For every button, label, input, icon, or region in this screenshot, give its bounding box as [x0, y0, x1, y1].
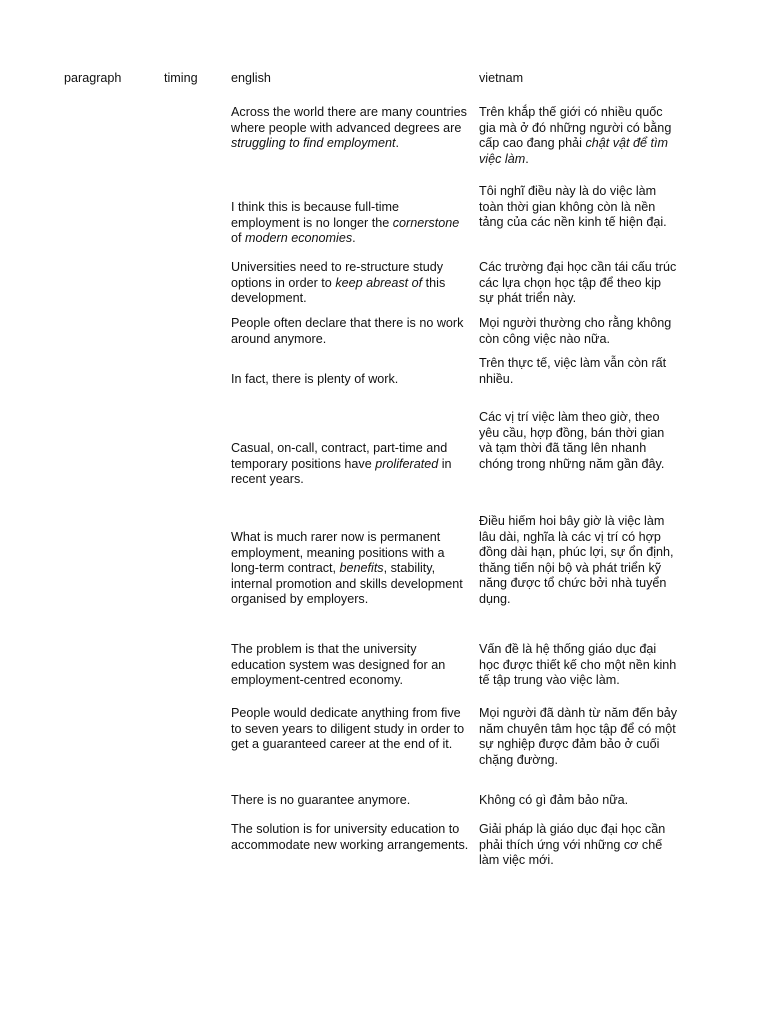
english-cell: The problem is that the university education system was designed for an employment-centred economy. [231, 642, 446, 687]
english-cell: What is much rarer now is permanent employment, meaning positions with a long-term contract, benefits, stability, internal promotion and skills development organised by employers. [231, 530, 463, 606]
header-vietnam: vietnam [479, 71, 524, 85]
vietnamese-cell: Điều hiếm hoi bây giờ là việc làm lâu dài, nghĩa là các vị trí có hợp đồng dài hạn, phúc lợi, sự ổn định, thăng tiến nội bộ và phát triển kỹ năng được tổ chức bởi nhà tuyển dụng. [479, 514, 674, 606]
english-cell: Universities need to re-structure study options in order to keep abreast of this development. [231, 260, 446, 305]
english-cell: The solution is for university education to accommodate new working arrangements. [231, 822, 469, 852]
english-cell: Casual, on-call, contract, part-time and temporary positions have proliferated in recent years. [231, 441, 452, 486]
english-cell: Across the world there are many countries where people with advanced degrees are struggling to find employment. [231, 105, 467, 150]
english-cell: People would dedicate anything from five to seven years to diligent study in order to get a guaranteed career at the end of it. [231, 706, 465, 751]
vietnamese-cell: Mọi người đã dành từ năm đến bảy năm chuyên tâm học tập để có một sự nghiệp được đảm bảo ở cuối chặng đường. [479, 706, 678, 767]
english-cell: People often declare that there is no work around anymore. [231, 316, 464, 346]
vietnamese-cell: Trên khắp thế giới có nhiều quốc gia mà ở đó những người có bằng cấp cao đang phải chật vật để tìm việc làm. [479, 105, 672, 166]
header-english: english [231, 71, 271, 85]
english-cell: There is no guarantee anymore. [231, 793, 411, 807]
vietnamese-cell: Vấn đề là hệ thống giáo dục đại học được thiết kế cho một nền kinh tế tập trung vào việc làm. [479, 642, 677, 687]
header-paragraph: paragraph [64, 71, 122, 85]
vietnamese-cell: Trên thực tế, việc làm vẫn còn rất nhiều. [479, 356, 667, 386]
header-timing: timing [164, 71, 198, 85]
vietnamese-cell: Không có gì đảm bảo nữa. [479, 793, 629, 807]
vietnamese-cell: Các trường đại học cần tái cấu trúc các lựa chọn học tập để theo kịp sự phát triển này. [479, 260, 677, 305]
vietnamese-cell: Tôi nghĩ điều này là do việc làm toàn thời gian không còn là nền tảng của các nền kinh tế hiện đại. [479, 184, 667, 229]
english-cell: In fact, there is plenty of work. [231, 372, 399, 386]
vietnamese-cell: Giải pháp là giáo dục đại học cần phải thích ứng với những cơ chế làm việc mới. [479, 822, 666, 867]
vietnamese-cell: Các vị trí việc làm theo giờ, theo yêu cầu, hợp đồng, bán thời gian và tạm thời đã tăng lên nhanh chóng trong những năm gần đây. [479, 410, 665, 471]
vietnamese-cell: Mọi người thường cho rằng không còn công việc nào nữa. [479, 316, 672, 346]
english-cell: I think this is because full-time employment is no longer the cornerstone of modern economies. [231, 200, 460, 245]
